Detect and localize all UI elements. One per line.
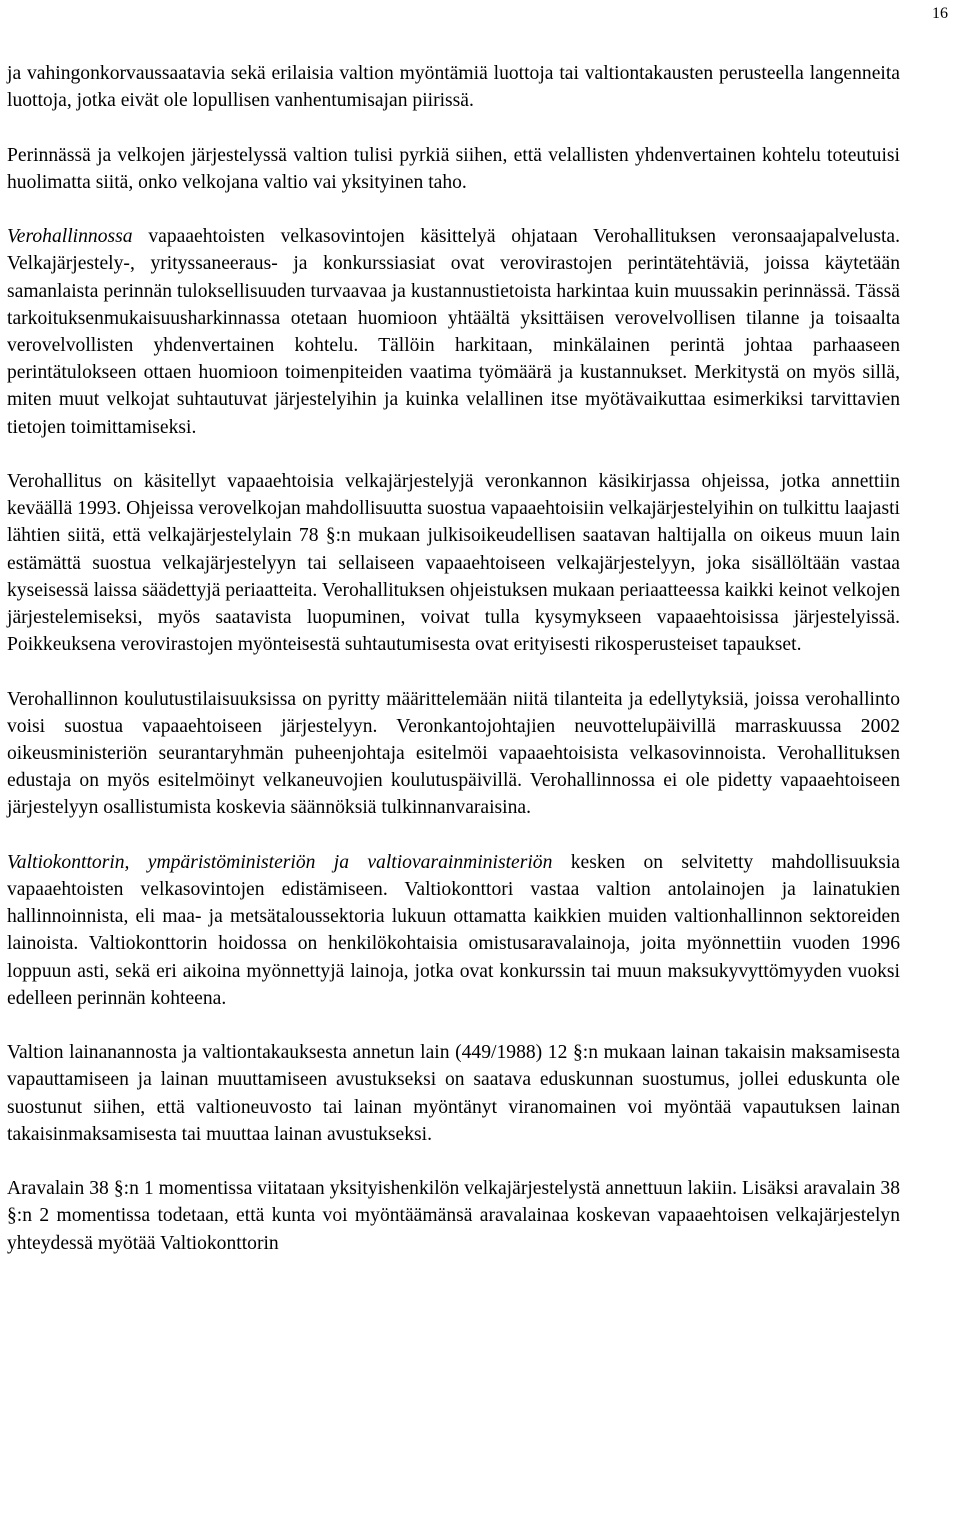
body-text <box>7 60 900 1284</box>
paragraph-lead-italic: Verohallinnossa <box>7 226 133 248</box>
paragraph-text: Aravalain 38 §:n 1 momentissa viitataan yksityishenkilön velkajärjestelystä annettuun lakiin. Lisäksi aravalain 38 §:n 2 momentissa todetaan, että kunta voi myöntäämänsä aravalainaa koskevan vapaaehtoisen velkajärjestelyn yhteydessä myötää Valtiokonttorin <box>7 1178 900 1254</box>
paragraph-3 <box>7 223 900 441</box>
paragraph-6 <box>7 849 900 1012</box>
paragraph-text: Verohallinnon koulutustilaisuuksissa on pyritty määrittelemään niitä tilanteita ja edellytyksiä, joissa verohallinto voisi suostua vapaaehtoiseen järjestelyyn. Veronkantojohtajien neuvottelupäivillä marraskuussa 2002 oikeusministeriön seurantaryhmän puheenjohtaja esitelmöi vapaaehtoisista velkasovinnoista. Verohallituksen edustaja on myös esitelmöinyt velkaneuvojien koulutuspäivillä. Verohallinnossa ei ole pidetty vapaaehtoiseen järjestelyyn osallistumista koskevia säännöksiä tulkinnanvaraisina. <box>7 688 900 819</box>
paragraph-text: Valtion lainanannosta ja valtiontakauksesta annetun lain (449/1988) 12 §:n mukaan lainan takaisin maksamisesta vapauttamiseen ja lainan muuttamiseen avustukseksi on saatava eduskunnan suostumus, jollei eduskunta ole suostunut siihen, että valtioneuvosto tai lainan myöntänyt viranomainen voi myöntää vapautuksen lainan takaisinmaksamisesta tai muuttaa lainan avustukseksi. <box>7 1042 900 1145</box>
paragraph-lead-italic: Valtiokonttorin, ympäristöministeriön ja valtiovarainministeriön <box>7 851 553 873</box>
paragraph-text: kesken on selvitetty mahdollisuuksia vapaaehtoisten velkasovintojen edistämiseen. Valtiokonttori vastaa valtion antolainojen ja lainatukien hallinnoinnista, eli maa- ja metsätaloussektoria lukuun ottamatta kaikkien muiden valtionhallinnon sektoreiden lainoista. Valtiokonttorin hoidossa on henkilökohtaisia omistusaravalainoja, joita myönnettiin vuoden 1996 loppuun asti, sekä eri aikoina myönnettyjä lainoja, jotka ovat konkurssin tai muun maksukyvyttömyyden vuoksi edelleen perinnän kohteena. <box>7 851 900 1009</box>
page-number: 16 <box>932 5 948 22</box>
paragraph-text: Verohallitus on käsitellyt vapaaehtoisia velkajärjestelyjä veronkannon käsikirjassa ohjeissa, jotka annettiin keväällä 1993. Ohjeissa verovelkojan mahdollisuutta suostua vapaaehtoisiin velkajärjestelyihin on tulkittu laajasti lähtien siitä, että velkajärjestelylain 78 §:n mukaan julkisoikeudellisen saatavan haltijalla on oikeus muun lain estämättä suostua velkajärjestelyyn tai sellaiseen vapaaehtoiseen velkajärjestelyyn, joka sisällöltään vastaa kyseisessä laissa säädettyjä periaatteita. Verohallituksen ohjeistuksen mukaan periaatteessa kaikki keinot velkojen järjestelemiseksi, myös saatavista luopuminen, voivat tulla kysymykseen vapaaehtoisissa järjestelyissä. Poikkeuksena verovirastojen myönteisestä suhtautumisesta ovat erityisesti rikosperusteiset tapaukset. <box>7 471 900 656</box>
paragraph-text: ja vahingonkorvaussaatavia sekä erilaisia valtion myöntämiä luottoja tai valtiontakausten perusteella langenneita luottoja, jotka eivät ole lopullisen vanhentumisajan piirissä. <box>7 63 900 112</box>
paragraph-text: Perinnässä ja velkojen järjestelyssä valtion tulisi pyrkiä siihen, että velallisten yhdenvertainen kohtelu toteutuisi huolimatta siitä, onko velkojana valtio vai yksityinen taho. <box>7 144 900 193</box>
paragraph-4 <box>7 468 900 658</box>
paragraph-2 <box>7 142 900 196</box>
paragraph-7 <box>7 1039 900 1148</box>
paragraph-1 <box>7 60 900 114</box>
paragraph-5 <box>7 686 900 822</box>
paragraph-text: vapaaehtoisten velkasovintojen käsittelyä ohjataan Verohallituksen veronsaajapalvelusta. Velkajärjestely-, yrityssaneeraus- ja konkurssiasiat ovat verovirastojen perintätehtäviä, joissa käytetään samanlaista perinnän tuloksellisuuden turvaavaa ja kustannustietoista harkintaa kuin muussakin perinnässä. Tässä tarkoituksenmukaisuusharkinnassa otetaan huomioon yhtäältä yksittäisen verovelvollisen tilanne ja toisaalta verovelvollisten yhdenvertainen kohtelu. Tällöin harkitaan, minkälainen perintä johtaa parhaaseen perintätulokseen ottaen huomioon toimenpiteiden vaatima työmäärä ja kustannukset. Merkitystä on myös sillä, miten muut velkojat suhtautuvat järjestelyihin ja kuinka velallinen itse myötävaikuttaa esimerkiksi tarvittavien tietojen toimittamiseksi. <box>7 226 900 438</box>
paragraph-8 <box>7 1175 900 1257</box>
